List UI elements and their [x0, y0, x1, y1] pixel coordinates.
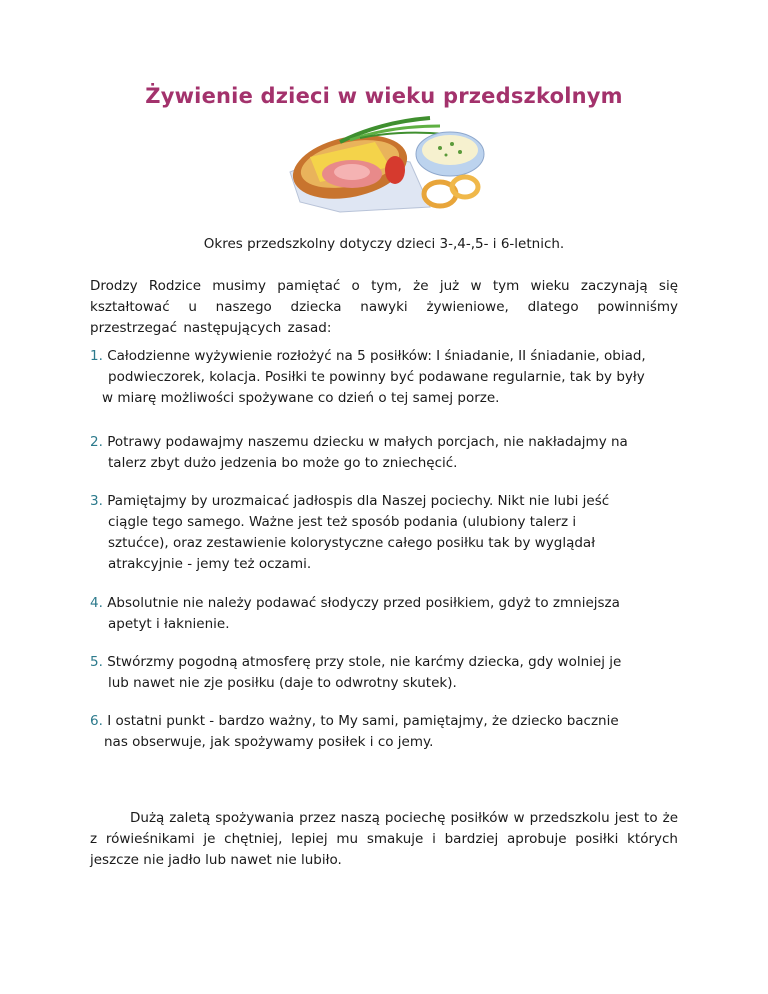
- page-title: Żywienie dzieci w wieku przedszkolnym: [145, 84, 623, 108]
- list-text: Potrawy podawajmy naszemu dziecku w małych porcjach, nie nakładajmy na: [107, 434, 628, 450]
- list-text: Stwórzmy pogodną atmosferę przy stole, nie karćmy dziecka, gdy wolniej je: [107, 654, 622, 670]
- list-text: Absolutnie nie należy podawać słodyczy przed posiłkiem, gdyż to zmniejsza: [107, 595, 620, 611]
- list-number: 6.: [90, 713, 103, 729]
- list-text: talerz zbyt dużo jedzenia bo może go to zniechęcić.: [108, 455, 458, 471]
- list-number: 1.: [90, 348, 103, 364]
- list-item: [90, 652, 690, 694]
- list-number: 2.: [90, 434, 103, 450]
- list-text: sztućce), oraz zestawienie kolorystyczne całego posiłku tak by wyglądał: [108, 535, 596, 551]
- list-item: [90, 432, 690, 474]
- list-text: w miarę możliwości spożywane co dzień o tej samej porze.: [102, 390, 500, 406]
- list-text: Całodzienne wyżywienie rozłożyć na 5 posiłków: I śniadanie, II śniadanie, obiad,: [107, 348, 646, 364]
- list-text: Pamiętajmy by urozmaicać jadłospis dla Naszej pociechy. Nikt nie lubi jeść: [107, 493, 610, 509]
- list-text: podwieczorek, kolacja. Posiłki te powinny być podawane regularnie, tak by były: [108, 369, 645, 385]
- list-item: [90, 593, 690, 635]
- list-number: 4.: [90, 595, 103, 611]
- list-number: 5.: [90, 654, 103, 670]
- list-item: [90, 711, 690, 753]
- list-text: lub nawet nie zje posiłku (daje to odwrotny skutek).: [108, 675, 457, 691]
- list-text: nas obserwuje, jak spożywamy posiłek i co jemy.: [104, 734, 434, 750]
- list-text: I ostatni punkt - bardzo ważny, to My sami, pamiętajmy, że dziecko bacznie: [107, 713, 619, 729]
- closing-paragraph: Dużą zaletą spożywania przez naszą pociechę posiłków w przedszkolu jest to że z rówieśnikami je chętniej, lepiej mu smakuje i bardziej aprobuje posiłki których jeszcze nie jadło lub nawet nie lubiło.: [90, 810, 678, 868]
- list-number: 3.: [90, 493, 103, 509]
- list-text: apetyt i łaknienie.: [108, 616, 230, 632]
- sandwich-clipart-icon: [280, 112, 490, 222]
- list-text: atrakcyjnie - jemy też oczami.: [108, 556, 312, 572]
- intro-text: Okres przedszkolny dotyczy dzieci 3-,4-,5- i 6-letnich.: [203, 236, 565, 252]
- list-item: [90, 491, 690, 575]
- lead-paragraph: Drodzy Rodzice musimy pamiętać o tym, że już w tym wieku zaczynają się kształtować u naszego dziecka nawyki żywieniowe, dlatego powinniśmy przestrzegać następujących zasad:: [90, 278, 678, 336]
- list-item: [90, 346, 690, 409]
- list-text: ciągle tego samego. Ważne jest też sposób podania (ulubiony talerz i: [108, 514, 577, 530]
